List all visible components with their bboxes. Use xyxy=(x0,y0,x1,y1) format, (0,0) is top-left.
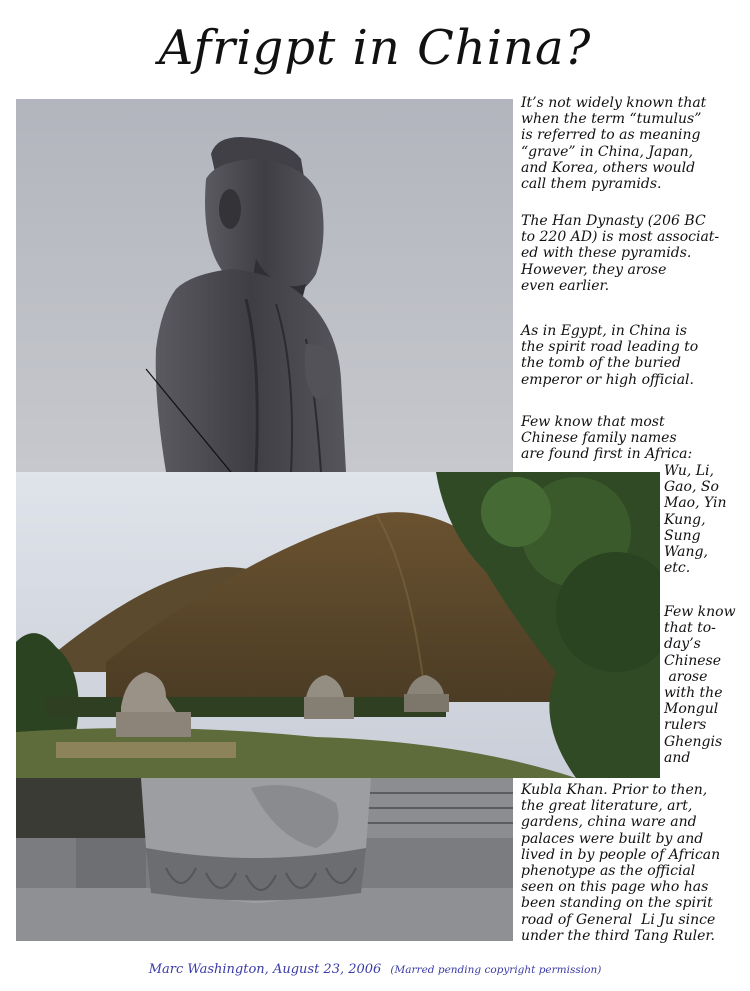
pedestal-photo xyxy=(16,778,513,941)
statue-photo xyxy=(16,99,513,472)
family-names-paragraph: Few know that most Chinese family names are found first in Africa: xyxy=(521,414,693,463)
han-dynasty-paragraph: The Han Dynasty (206 BC to 220 AD) is most associat- ed with these pyramids. However, they arose even earlier. xyxy=(521,213,720,294)
pyramid-photo xyxy=(16,472,660,778)
spirit-road-paragraph: As in Egypt, in China is the spirit road leading to the tomb of the buried emperor or high official. xyxy=(521,323,699,388)
author-caption xyxy=(0,958,750,977)
author-date: Marc Washington, August 23, 2006 xyxy=(148,962,382,977)
kubla-khan-paragraph: Kubla Khan. Prior to then, the great literature, art, gardens, china ware and palaces were built by and lived in by people of African phenotype as the official seen on this page who has been standing on the spirit road of General Li Ju since under the third Tang Ruler. xyxy=(521,782,721,944)
family-names-list: Wu, Li, Gao, So Mao, Yin Kung, Sung Wang, etc. xyxy=(664,463,727,577)
mongul-paragraph: Few know that to- day’s Chinese arose with the Mongul rulers Ghengis and xyxy=(664,604,736,766)
intro-paragraph: It’s not widely known that when the term “tumulus” is referred to as meaning “grave” in China, Japan, and Korea, others would call them pyramids. xyxy=(521,95,707,193)
copyright-note: (Marred pending copyright permission) xyxy=(390,964,602,976)
page-title: Afrigpt in China? xyxy=(158,20,592,76)
